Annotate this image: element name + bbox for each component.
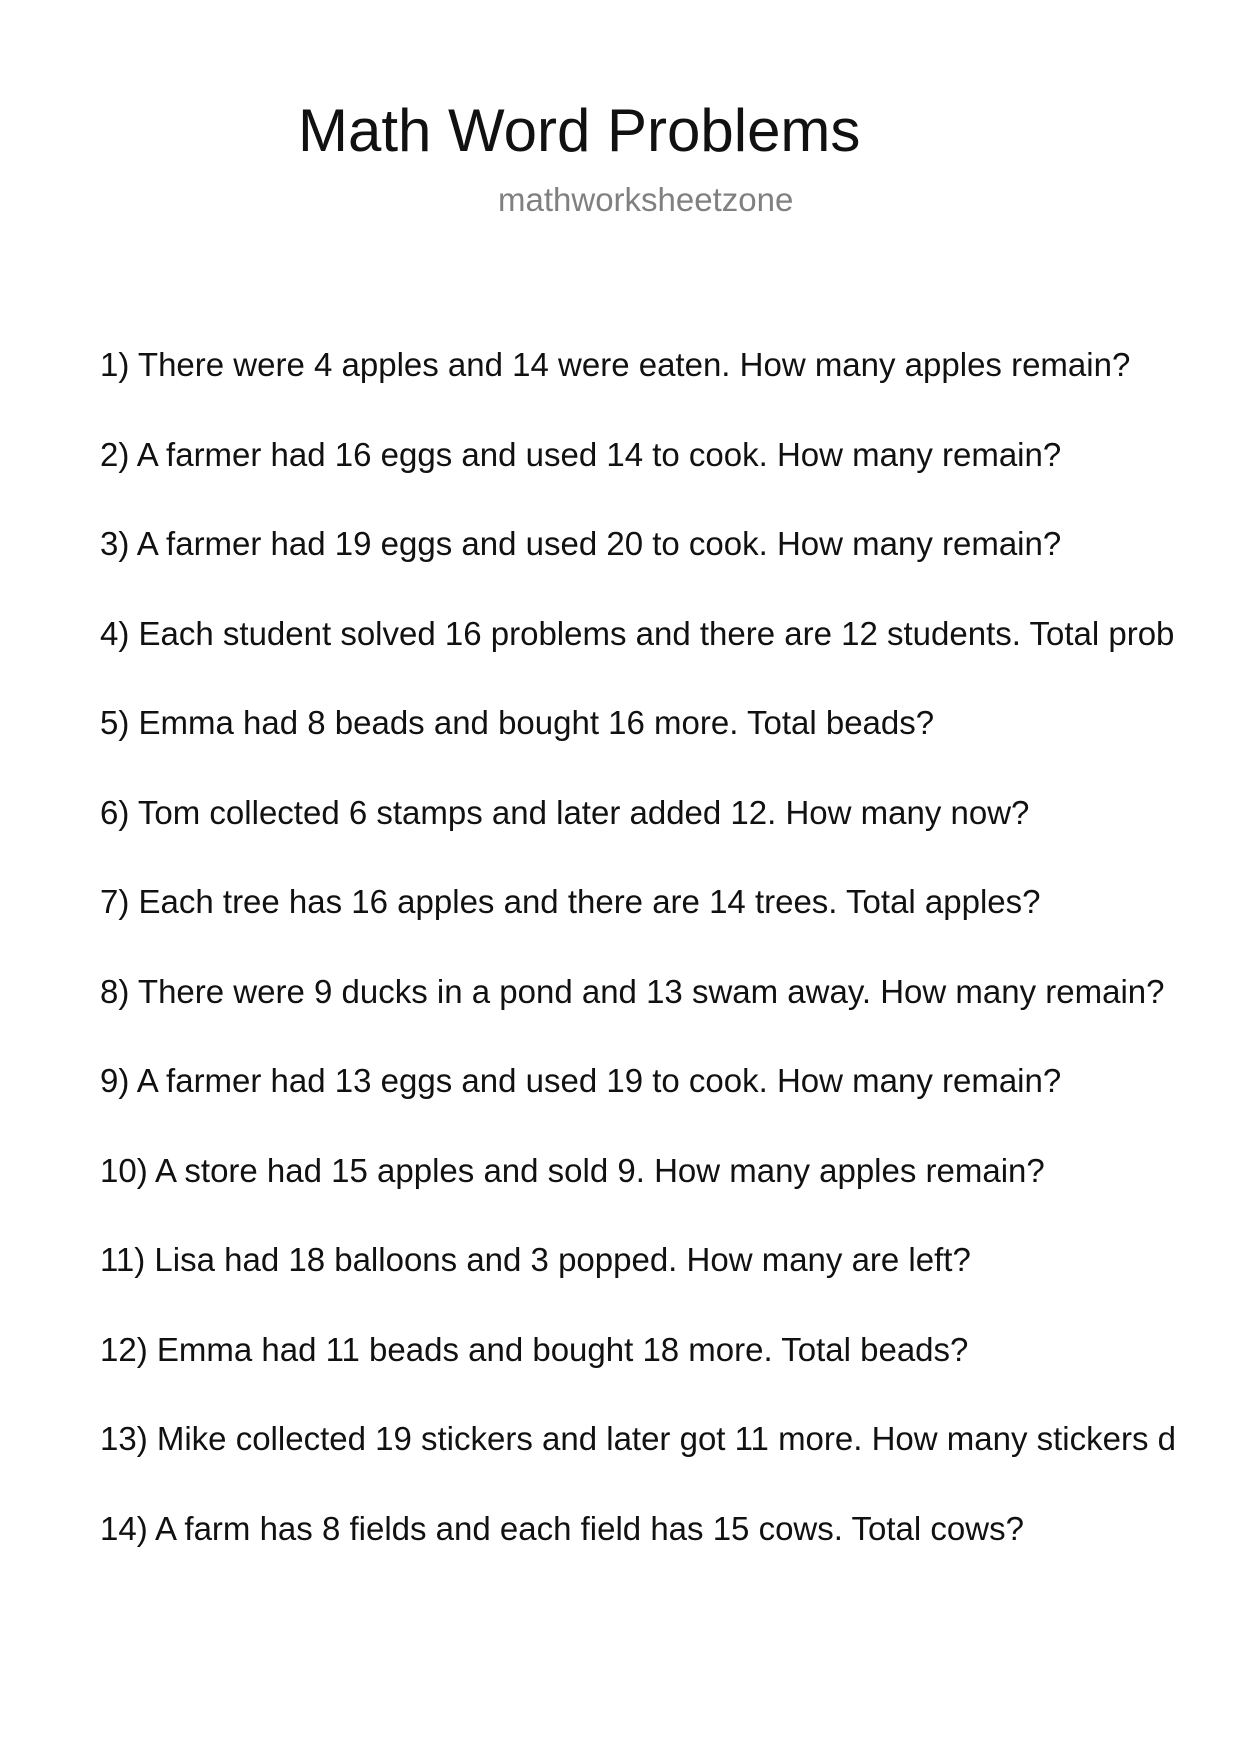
problem-item-2: 2) A farmer had 16 eggs and used 14 to cook. How many remain? [100, 435, 1062, 473]
problem-item-10: 10) A store had 15 apples and sold 9. How many apples remain? [100, 1151, 1045, 1189]
problem-item-11: 11) Lisa had 18 balloons and 3 popped. How many are left? [100, 1241, 971, 1278]
page-title: Math Word Problems [298, 97, 861, 164]
problem-item-7: 7) Each tree has 16 apples and there are 14 trees. Total apples? [100, 883, 1041, 920]
problem-item-12: 12) Emma had 11 beads and bought 18 more. Total beads? [100, 1330, 969, 1368]
problem-item-1: 1) There were 4 apples and 14 were eaten. How many apples remain? [100, 346, 1131, 383]
problem-item-5: 5) Emma had 8 beads and bought 16 more. Total beads? [100, 704, 935, 741]
problem-item-14: 14) A farm has 8 fields and each field has 15 cows. Total cows? [100, 1509, 1024, 1547]
problem-item-8: 8) There were 9 ducks in a pond and 13 swam away. How many remain? [100, 972, 1165, 1010]
problem-item-6: 6) Tom collected 6 stamps and later added 12. How many now? [100, 793, 1030, 831]
problem-list [100, 345, 1240, 1598]
page-subtitle: mathworksheetzone [498, 181, 794, 218]
problem-item-3: 3) A farmer had 19 eggs and used 20 to cook. How many remain? [100, 525, 1062, 562]
problem-item-9: 9) A farmer had 13 eggs and used 19 to cook. How many remain? [100, 1062, 1062, 1099]
problem-item-13: 13) Mike collected 19 stickers and later got 11 more. How many stickers d [100, 1420, 1176, 1457]
problem-item-4: 4) Each student solved 16 problems and there are 12 students. Total prob [100, 614, 1175, 652]
